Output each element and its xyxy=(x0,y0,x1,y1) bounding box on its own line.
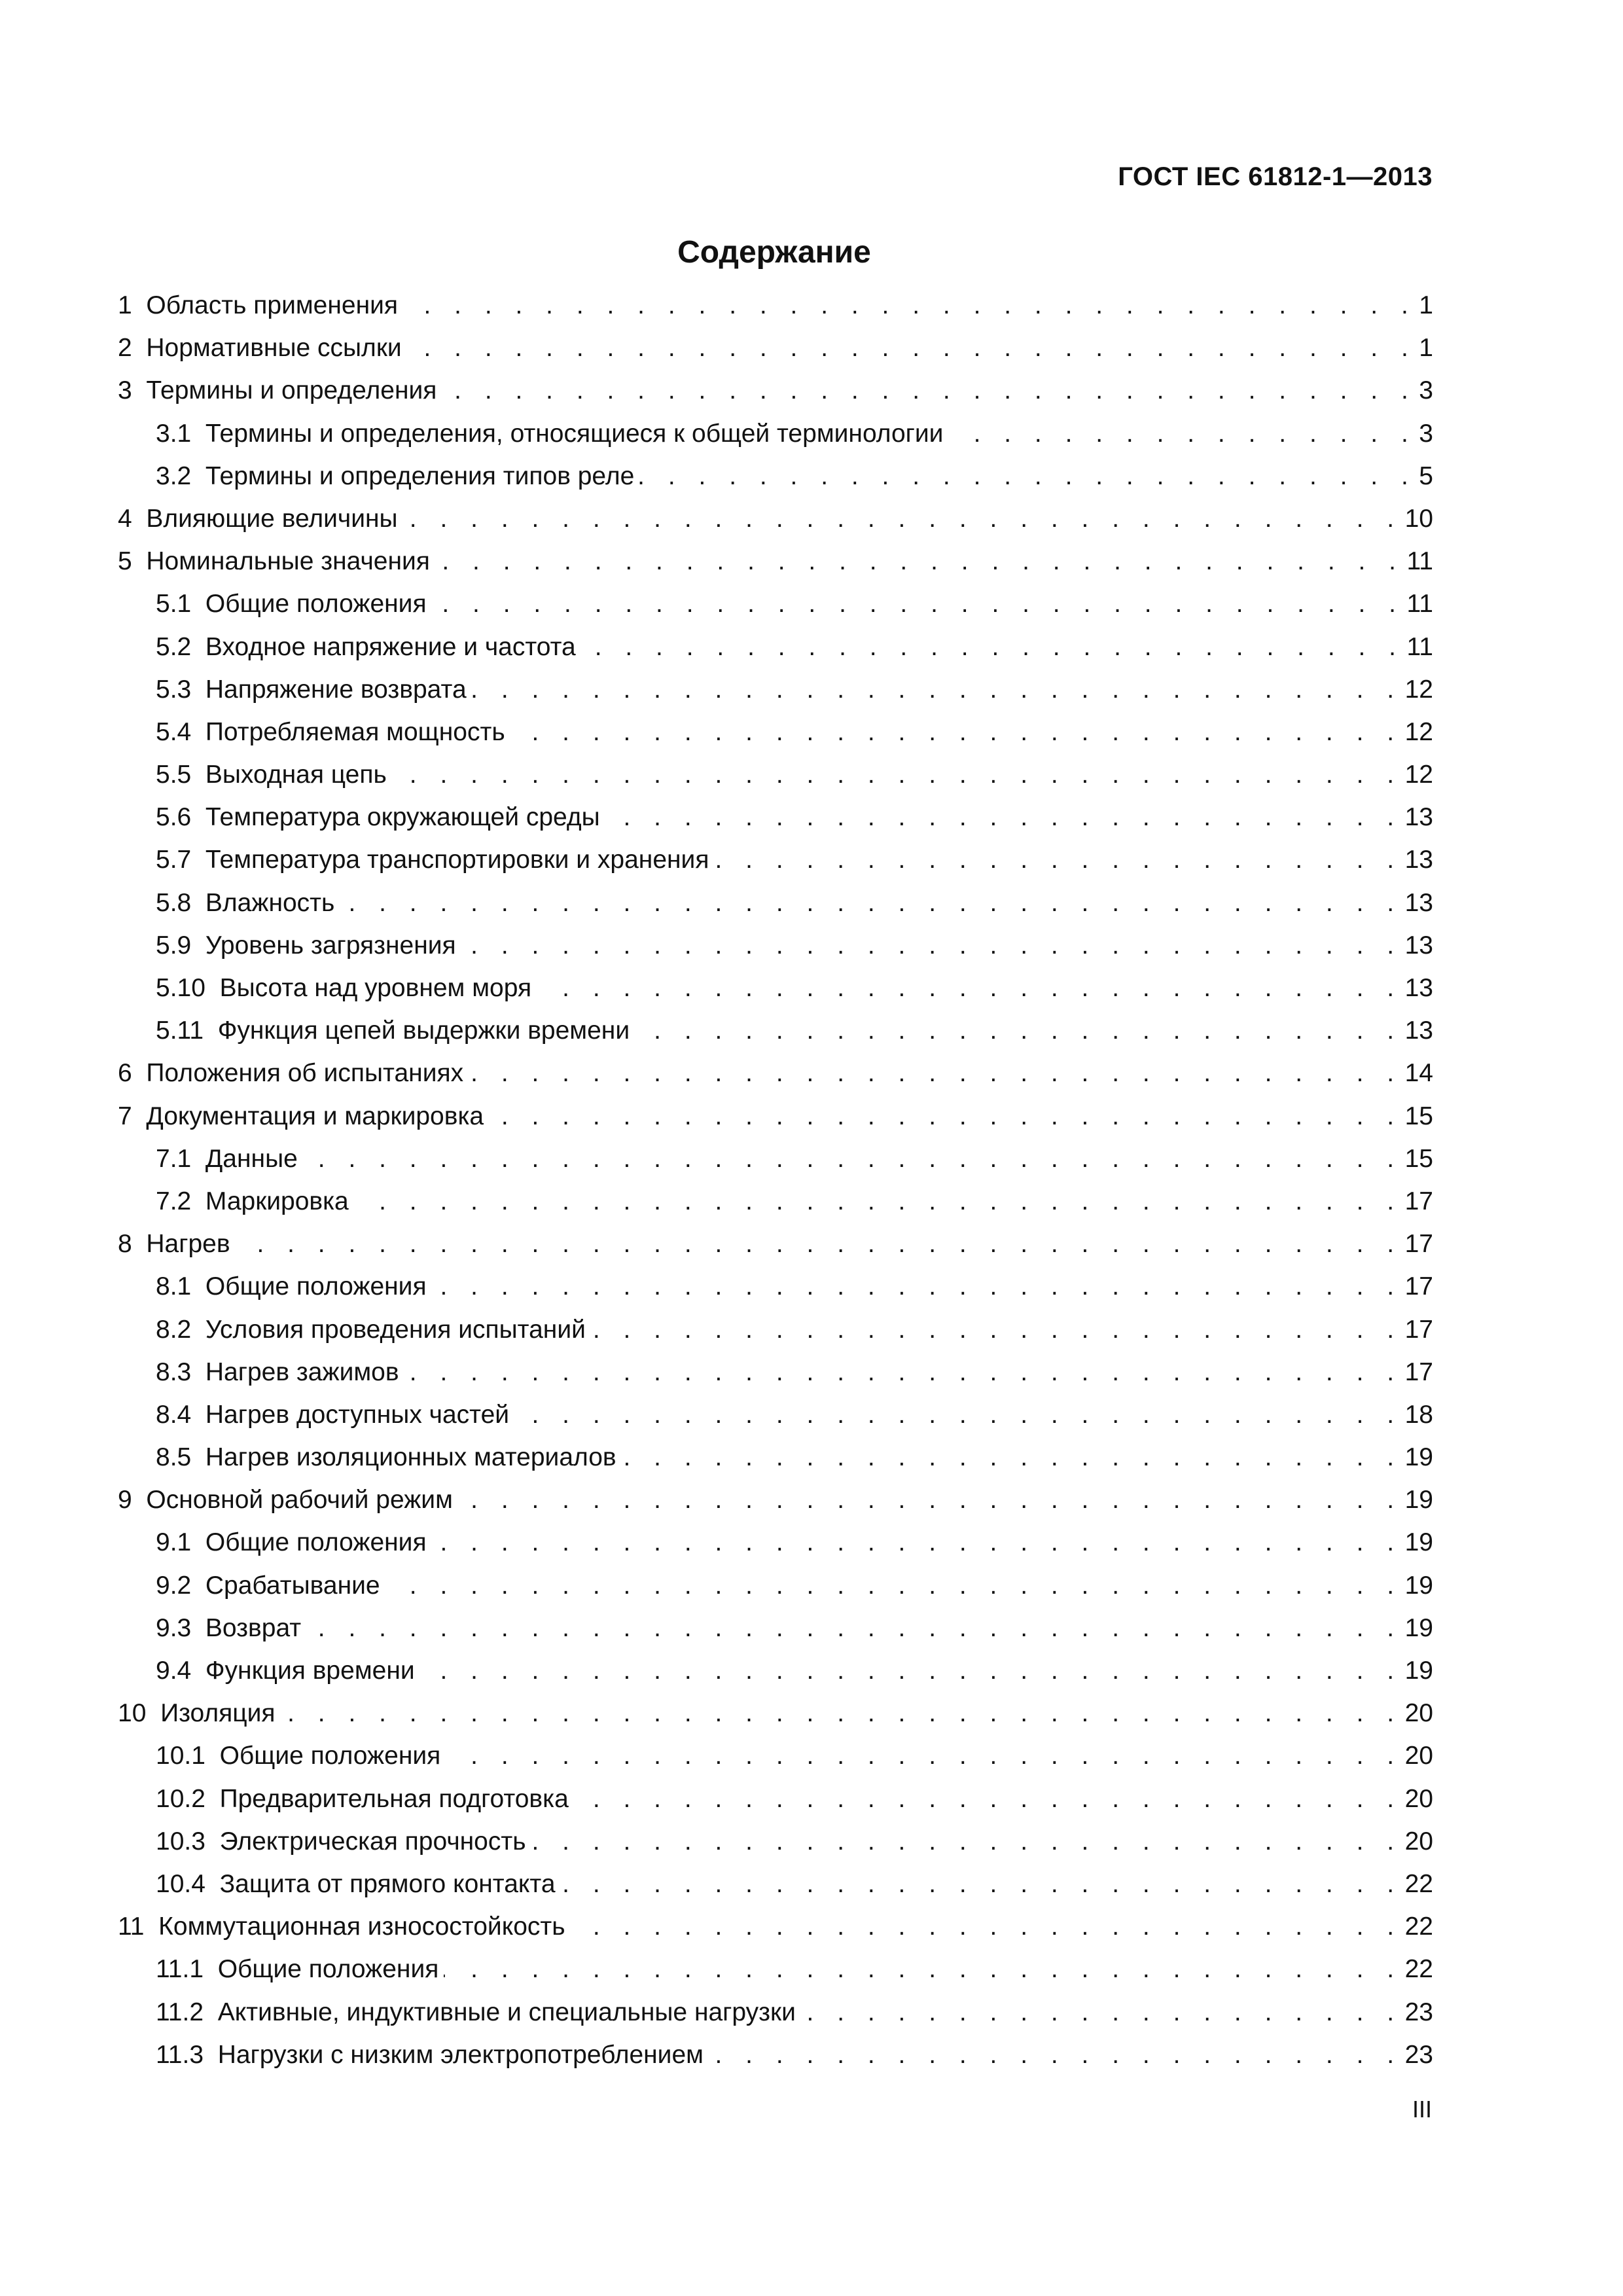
toc-dot-leader xyxy=(714,838,1402,881)
toc-entry-page: 22 xyxy=(1404,1912,1433,1941)
toc-entry-page: 20 xyxy=(1404,1784,1433,1813)
toc-entry-label: Защита от прямого контакта xyxy=(219,1869,556,1898)
toc-entry-text xyxy=(156,1351,399,1393)
toc-entry-page: 10 xyxy=(1404,504,1433,533)
toc-entry-page: 22 xyxy=(1404,1955,1433,1984)
toc-entry-page: 19 xyxy=(1404,1443,1433,1472)
toc-entry-text xyxy=(156,1180,349,1223)
toc-entry-label: Положения об испытаниях xyxy=(146,1059,464,1088)
toc-entry-number: 3.2 xyxy=(156,461,192,490)
toc-entry-number: 5.6 xyxy=(156,803,192,832)
toc-entry-page: 1 xyxy=(1419,334,1433,363)
toc-dot-leader xyxy=(407,327,1417,369)
toc-entry-label: Маркировка xyxy=(205,1187,349,1215)
toc-dot-leader xyxy=(403,497,1402,540)
toc-entry[interactable] xyxy=(118,1138,1433,1180)
toc-entry-number: 4 xyxy=(118,504,132,533)
toc-entry[interactable] xyxy=(118,1863,1433,1905)
toc-entry-text xyxy=(156,711,505,753)
toc-entry-page: 3 xyxy=(1419,419,1433,448)
table-of-contents xyxy=(118,284,1433,2076)
toc-entry-text xyxy=(156,1948,438,1990)
toc-entry-text xyxy=(156,838,709,881)
toc-dot-leader xyxy=(461,924,1402,967)
toc-entry-number: 5.8 xyxy=(156,888,192,917)
toc-entry[interactable] xyxy=(118,1649,1433,1692)
toc-entry[interactable] xyxy=(118,1564,1433,1607)
toc-entry-text xyxy=(118,1095,484,1138)
toc-entry[interactable] xyxy=(118,838,1433,881)
toc-entry-label: Высота над уровнем моря xyxy=(219,974,532,1002)
toc-entry-number: 11.3 xyxy=(156,2040,204,2069)
toc-entry[interactable] xyxy=(118,1393,1433,1436)
toc-entry-number: 8.5 xyxy=(156,1443,192,1472)
toc-entry-page: 22 xyxy=(1404,1869,1433,1898)
toc-entry-page: 12 xyxy=(1404,761,1433,789)
toc-entry-number: 3.1 xyxy=(156,419,192,448)
toc-entry-text xyxy=(156,1436,616,1479)
toc-entry-text xyxy=(156,412,943,455)
toc-entry-page: 12 xyxy=(1404,675,1433,704)
toc-entry[interactable] xyxy=(118,1991,1433,2034)
toc-dot-leader xyxy=(574,1778,1402,1820)
toc-entry[interactable] xyxy=(118,540,1433,583)
toc-entry-text xyxy=(118,369,437,412)
toc-dot-leader xyxy=(472,668,1402,711)
toc-entry[interactable] xyxy=(118,882,1433,924)
toc-dot-leader xyxy=(281,1692,1402,1734)
toc-entry-page: 13 xyxy=(1404,888,1433,917)
toc-entry-number: 3 xyxy=(118,376,132,405)
toc-entry-label: Срабатывание xyxy=(205,1571,380,1600)
toc-entry[interactable] xyxy=(118,1436,1433,1479)
toc-entry-number: 10 xyxy=(118,1699,147,1728)
toc-entry-number: 5.5 xyxy=(156,761,192,789)
toc-entry-page: 11 xyxy=(1406,590,1433,619)
toc-entry-number: 11.1 xyxy=(156,1955,204,1984)
toc-entry[interactable] xyxy=(118,1607,1433,1649)
toc-dot-leader xyxy=(432,1521,1402,1564)
toc-dot-leader xyxy=(622,1436,1402,1479)
toc-entry-page: 11 xyxy=(1406,632,1433,661)
toc-entry[interactable] xyxy=(118,369,1433,412)
toc-entry-label: Общие положения xyxy=(219,1742,441,1770)
toc-entry[interactable] xyxy=(118,2034,1433,2076)
toc-entry-text xyxy=(118,1905,565,1948)
toc-entry-page: 13 xyxy=(1404,931,1433,960)
toc-entry-label: Общие положения xyxy=(217,1955,439,1984)
toc-entry-text xyxy=(156,1734,440,1777)
toc-dot-leader xyxy=(537,967,1402,1009)
toc-entry-number: 10.2 xyxy=(156,1784,205,1813)
toc-entry-page: 11 xyxy=(1406,547,1433,576)
toc-entry[interactable] xyxy=(118,753,1433,796)
toc-dot-leader xyxy=(442,369,1416,412)
toc-entry-label: Условия проведения испытаний xyxy=(205,1315,586,1344)
toc-entry[interactable] xyxy=(118,1820,1433,1863)
toc-entry-number: 7 xyxy=(118,1102,132,1130)
toc-entry-page: 19 xyxy=(1404,1657,1433,1685)
toc-dot-leader xyxy=(561,1863,1402,1905)
toc-entry-page: 19 xyxy=(1404,1571,1433,1600)
toc-entry-page: 19 xyxy=(1404,1613,1433,1642)
toc-entry-label: Основной рабочий режим xyxy=(146,1486,453,1515)
toc-entry-text xyxy=(156,455,634,497)
toc-entry-label: Уровень загрязнения xyxy=(205,931,456,960)
toc-entry[interactable] xyxy=(118,1052,1433,1094)
toc-entry-text xyxy=(118,327,402,369)
toc-entry-number: 5.1 xyxy=(156,590,192,619)
toc-entry-text xyxy=(118,1692,276,1734)
toc-entry-label: Данные xyxy=(205,1144,298,1173)
toc-entry-page: 15 xyxy=(1404,1102,1433,1130)
toc-entry-text xyxy=(156,882,334,924)
toc-entry-number: 10.4 xyxy=(156,1869,205,1898)
toc-dot-leader xyxy=(469,1052,1402,1094)
toc-entry[interactable] xyxy=(118,1265,1433,1308)
toc-entry-page: 17 xyxy=(1404,1187,1433,1215)
toc-entry-text xyxy=(156,967,531,1009)
toc-entry-number: 9.1 xyxy=(156,1528,192,1557)
toc-entry-label: Изоляция xyxy=(160,1699,276,1728)
toc-entry-text xyxy=(118,497,398,540)
toc-entry[interactable] xyxy=(118,412,1433,455)
toc-entry-page: 20 xyxy=(1404,1699,1433,1728)
toc-entry-number: 6 xyxy=(118,1059,132,1088)
toc-entry-number: 8.3 xyxy=(156,1357,192,1386)
page-number: III xyxy=(1412,2096,1432,2123)
toc-entry[interactable] xyxy=(118,626,1433,668)
toc-entry[interactable] xyxy=(118,924,1433,967)
toc-entry-page: 17 xyxy=(1404,1230,1433,1259)
toc-entry-page: 20 xyxy=(1404,1827,1433,1856)
toc-entry[interactable] xyxy=(118,796,1433,838)
toc-entry-label: Область применения xyxy=(146,291,399,319)
toc-entry-number: 2 xyxy=(118,334,132,363)
toc-entry-label: Номинальные значения xyxy=(146,547,430,576)
toc-entry[interactable] xyxy=(118,1351,1433,1393)
toc-entry-number: 7.1 xyxy=(156,1144,192,1173)
toc-entry-label: Общие положения xyxy=(205,1272,427,1301)
toc-entry-text xyxy=(156,1265,427,1308)
toc-dot-leader xyxy=(446,1734,1402,1777)
toc-dot-leader xyxy=(385,1564,1402,1607)
toc-entry-number: 10.3 xyxy=(156,1827,205,1856)
toc-entry-text xyxy=(156,583,427,625)
toc-entry-page: 13 xyxy=(1404,974,1433,1002)
toc-dot-leader xyxy=(639,455,1416,497)
toc-entry-page: 13 xyxy=(1404,1016,1433,1045)
toc-entry-page: 13 xyxy=(1404,803,1433,832)
toc-entry-label: Активные, индуктивные и специальные нагрузки xyxy=(217,1998,796,2026)
toc-entry-label: Электрическая прочность xyxy=(219,1827,526,1856)
toc-entry-label: Температура транспортировки и хранения xyxy=(205,846,709,874)
toc-entry-text xyxy=(156,924,456,967)
toc-entry[interactable] xyxy=(118,1948,1433,1990)
toc-entry-page: 1 xyxy=(1419,291,1433,319)
toc-dot-leader xyxy=(510,711,1402,753)
toc-entry-number: 5.4 xyxy=(156,717,192,746)
toc-entry-label: Термины и определения xyxy=(146,376,437,405)
toc-dot-leader xyxy=(458,1479,1402,1521)
toc-dot-leader xyxy=(605,796,1402,838)
toc-entry-label: Предварительная подготовка xyxy=(219,1784,569,1813)
toc-dot-leader xyxy=(306,1607,1402,1649)
toc-dot-leader xyxy=(531,1820,1402,1863)
toc-entry-number: 9 xyxy=(118,1486,132,1515)
toc-entry-text xyxy=(156,1991,796,2034)
toc-entry-text xyxy=(156,796,600,838)
toc-entry-label: Нормативные ссылки xyxy=(146,334,402,363)
toc-entry-number: 10.1 xyxy=(156,1742,205,1770)
toc-entry-text xyxy=(118,1223,230,1265)
toc-entry-text xyxy=(156,1521,427,1564)
toc-dot-leader xyxy=(489,1095,1402,1138)
toc-entry[interactable] xyxy=(118,1095,1433,1138)
toc-entry-label: Термины и определения, относящиеся к общей терминологии xyxy=(205,419,944,448)
toc-entry-page: 12 xyxy=(1404,717,1433,746)
toc-entry-label: Нагрев зажимов xyxy=(205,1357,399,1386)
toc-entry-label: Термины и определения типов реле xyxy=(205,461,635,490)
toc-entry-label: Входное напряжение и частота xyxy=(205,632,576,661)
toc-entry[interactable] xyxy=(118,1308,1433,1351)
toc-entry-number: 5.11 xyxy=(156,1016,204,1045)
toc-entry-text xyxy=(156,1564,380,1607)
toc-entry-page: 5 xyxy=(1419,461,1433,490)
toc-entry-label: Температура окружающей среды xyxy=(205,803,600,832)
toc-dot-leader xyxy=(444,1948,1402,1990)
toc-dot-leader xyxy=(591,1308,1402,1351)
toc-entry-page: 18 xyxy=(1404,1400,1433,1429)
toc-entry-label: Общие положения xyxy=(205,1528,427,1557)
toc-dot-leader xyxy=(236,1223,1402,1265)
toc-entry-page: 17 xyxy=(1404,1357,1433,1386)
toc-entry-text xyxy=(156,1820,526,1863)
toc-entry-text xyxy=(156,1863,556,1905)
toc-entry[interactable] xyxy=(118,583,1433,625)
toc-entry-number: 5.3 xyxy=(156,675,192,704)
toc-entry-text xyxy=(156,1308,586,1351)
toc-dot-leader xyxy=(709,2034,1402,2076)
toc-entry-label: Возврат xyxy=(205,1613,302,1642)
toc-entry[interactable] xyxy=(118,1479,1433,1521)
toc-entry-number: 11.2 xyxy=(156,1998,204,2026)
toc-entry-number: 9.3 xyxy=(156,1613,192,1642)
toc-entry-label: Нагрев xyxy=(146,1230,230,1259)
toc-entry-number: 5.7 xyxy=(156,846,192,874)
toc-entry-label: Выходная цепь xyxy=(205,761,387,789)
toc-entry[interactable] xyxy=(118,1692,1433,1734)
toc-entry[interactable] xyxy=(118,1778,1433,1820)
toc-entry-label: Нагрузки с низким электропотреблением xyxy=(217,2040,704,2069)
toc-entry-number: 5.10 xyxy=(156,974,205,1002)
toc-entry-text xyxy=(156,1778,569,1820)
toc-entry-page: 23 xyxy=(1404,2040,1433,2069)
toc-dot-leader xyxy=(432,583,1404,625)
toc-title: Содержание xyxy=(677,235,871,270)
toc-entry[interactable] xyxy=(118,327,1433,369)
toc-entry-page: 19 xyxy=(1404,1528,1433,1557)
toc-entry[interactable] xyxy=(118,455,1433,497)
toc-entry-number: 1 xyxy=(118,291,132,319)
toc-entry[interactable] xyxy=(118,1905,1433,1948)
toc-entry[interactable] xyxy=(118,967,1433,1009)
toc-entry-label: Документация и маркировка xyxy=(146,1102,484,1130)
toc-entry-page: 17 xyxy=(1404,1272,1433,1301)
toc-entry-number: 5.9 xyxy=(156,931,192,960)
toc-entry-number: 7.2 xyxy=(156,1187,192,1215)
toc-entry-text xyxy=(118,540,430,583)
toc-entry-page: 3 xyxy=(1419,376,1433,405)
toc-entry-text xyxy=(156,1009,630,1052)
toc-entry-text xyxy=(118,1052,463,1094)
toc-entry-text xyxy=(156,1138,298,1180)
toc-dot-leader xyxy=(581,626,1404,668)
toc-entry-number: 8 xyxy=(118,1230,132,1259)
toc-entry-text xyxy=(118,1479,453,1521)
toc-entry[interactable] xyxy=(118,1180,1433,1223)
toc-dot-leader xyxy=(571,1905,1402,1948)
toc-entry[interactable] xyxy=(118,1009,1433,1052)
toc-entry-number: 8.2 xyxy=(156,1315,192,1344)
toc-entry-page: 19 xyxy=(1404,1486,1433,1515)
toc-entry[interactable] xyxy=(118,284,1433,327)
toc-entry-page: 13 xyxy=(1404,846,1433,874)
toc-dot-leader xyxy=(432,1265,1402,1308)
toc-entry[interactable] xyxy=(118,711,1433,753)
toc-dot-leader xyxy=(635,1009,1402,1052)
toc-entry-number: 9.4 xyxy=(156,1657,192,1685)
toc-dot-leader xyxy=(435,540,1404,583)
toc-entry-text xyxy=(156,2034,704,2076)
toc-entry-label: Потребляемая мощность xyxy=(205,717,505,746)
toc-dot-leader xyxy=(948,412,1416,455)
toc-dot-leader xyxy=(303,1138,1402,1180)
toc-entry-page: 17 xyxy=(1404,1315,1433,1344)
toc-entry-label: Влажность xyxy=(205,888,335,917)
toc-entry-label: Нагрев доступных частей xyxy=(205,1400,510,1429)
toc-entry-number: 8.1 xyxy=(156,1272,192,1301)
toc-entry-text xyxy=(156,668,467,711)
toc-entry-label: Влияющие величины xyxy=(146,504,398,533)
toc-dot-leader xyxy=(354,1180,1402,1223)
toc-entry-text xyxy=(118,284,398,327)
toc-entry-label: Функция цепей выдержки времени xyxy=(217,1016,630,1045)
toc-dot-leader xyxy=(404,1351,1402,1393)
toc-entry-page: 20 xyxy=(1404,1742,1433,1770)
toc-entry-page: 14 xyxy=(1404,1059,1433,1088)
toc-entry[interactable] xyxy=(118,1223,1433,1265)
toc-entry-number: 5.2 xyxy=(156,632,192,661)
toc-entry-text xyxy=(156,1607,301,1649)
toc-entry-label: Нагрев изоляционных материалов xyxy=(205,1443,616,1472)
toc-entry-label: Общие положения xyxy=(205,590,427,619)
document-code: ГОСТ IEC 61812-1—2013 xyxy=(1118,162,1433,191)
toc-entry[interactable] xyxy=(118,1734,1433,1777)
toc-dot-leader xyxy=(801,1991,1402,2034)
toc-entry[interactable] xyxy=(118,668,1433,711)
toc-entry-text xyxy=(156,1393,509,1436)
toc-entry-label: Напряжение возврата xyxy=(205,675,467,704)
toc-entry-page: 23 xyxy=(1404,1998,1433,2026)
toc-dot-leader xyxy=(392,753,1402,796)
toc-entry-text xyxy=(156,753,387,796)
toc-entry[interactable] xyxy=(118,497,1433,540)
toc-dot-leader xyxy=(420,1649,1402,1692)
toc-entry-number: 9.2 xyxy=(156,1571,192,1600)
toc-entry-text xyxy=(156,1649,415,1692)
toc-dot-leader xyxy=(340,882,1402,924)
toc-dot-leader xyxy=(514,1393,1402,1436)
toc-entry-number: 8.4 xyxy=(156,1400,192,1429)
toc-entry-number: 5 xyxy=(118,547,132,576)
toc-entry-number: 11 xyxy=(118,1912,145,1941)
toc-dot-leader xyxy=(403,284,1416,327)
toc-entry-text xyxy=(156,626,576,668)
toc-entry-label: Функция времени xyxy=(205,1657,415,1685)
toc-entry-page: 15 xyxy=(1404,1144,1433,1173)
toc-entry[interactable] xyxy=(118,1521,1433,1564)
toc-entry-label: Коммутационная износостойкость xyxy=(158,1912,565,1941)
